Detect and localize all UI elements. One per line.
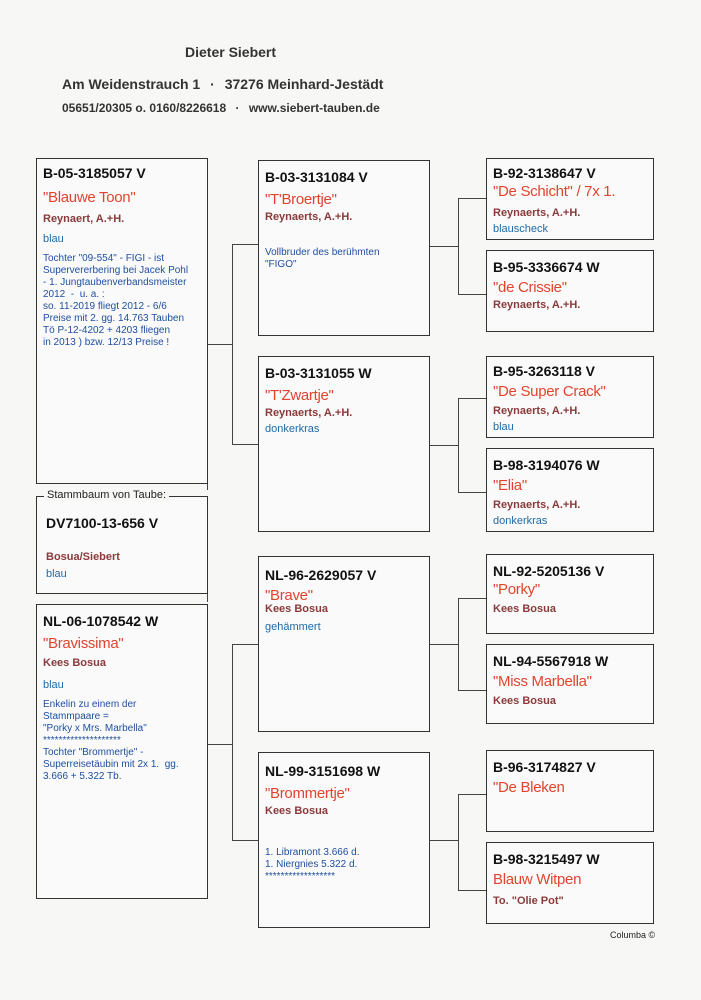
mf-color: gehämmert [265,621,321,633]
mf-father-box [486,554,654,634]
father-box [36,158,208,484]
connector [458,598,459,690]
mfm-ring: NL-94-5567918 W [493,653,609,669]
mff-breeder: Kees Bosua [493,603,556,615]
mm-mother-box [486,842,654,924]
grandfather-paternal-box [258,160,430,336]
owner-name: Dieter Siebert [185,44,277,60]
ffm-name: "de Crissie" [493,279,567,296]
connector [232,244,258,245]
mother-breeder: Kees Bosua [43,657,106,669]
mmm-ring: B-98-3215497 W [493,851,600,867]
connector [430,246,458,247]
fm-name: "T'Zwartje" [265,387,334,404]
fff-name: "De Schicht" / 7x 1. [493,183,616,200]
mfm-breeder: Kees Bosua [493,695,556,707]
connector [207,344,232,345]
grandmother-maternal-box [258,752,430,928]
mff-name: "Porky" [493,581,540,598]
mf-name: "Brave" [265,587,313,604]
address-city: 37276 Meinhard-Jestädt [224,76,384,92]
fmm-breeder: Reynaerts, A.+H. [493,499,581,511]
father-color: blau [43,233,64,245]
mother-note: Enkelin zu einem der Stammpaare = "Porky x Mrs. Marbella" ******************** Tochter "Brommertje" - Superreisetäubin mit 2x 1. gg. 3.666 + 5.322 Tb. [43,699,179,782]
connector [232,840,258,841]
fmm-ring: B-98-3194076 W [493,457,600,473]
fmf-name: "De Super Crack" [493,383,606,400]
fmf-ring: B-95-3263118 V [493,363,595,379]
ff-note: Vollbruder des berühmten "FIGO" [265,247,380,270]
mff-ring: NL-92-5205136 V [493,563,605,579]
address-street: Am Weidenstrauch 1 [62,76,201,92]
fmm-name: "Elia" [493,477,527,494]
fm-ring: B-03-3131055 W [265,365,372,381]
mother-box [36,604,208,899]
connector [458,690,486,691]
connector [458,598,486,599]
mother-ring: NL-06-1078542 W [43,613,159,629]
connector [232,244,233,444]
father-ring: B-05-3185057 V [43,165,146,181]
grandmother-paternal-box [258,356,430,532]
phone: 05651/20305 o. 0160/8226618 [62,101,227,115]
connector [458,890,486,891]
fff-color: blauscheck [493,223,549,235]
fmf-color: blau [493,421,514,433]
connector [458,794,459,890]
pigeon-breeder: Bosua/Siebert [46,551,120,563]
father-breeder: Reynaert, A.+H. [43,213,125,225]
mmf-ring: B-96-3174827 V [493,759,596,775]
mf-breeder: Kees Bosua [265,603,328,615]
mm-note: 1. Libramont 3.666 d. 1. Niergnies 5.322 d. ****************** [265,847,360,882]
connector [458,794,486,795]
pigeon-label: Stammbaum von Taube: [44,489,169,501]
mmf-name: "De Bleken [493,779,565,796]
footer-credit: Columba © [610,930,656,940]
father-note: Tochter "09-554" - FIGI - ist Supervererbering bei Jacek Pohl - 1. Jungtaubenverbandsmeister 2012 - u. a. : so. 11-2019 fliegt 2012 - 6/6 Preise mit 2. gg. 14.763 Tauben Tö P-12-4202 + 4203 fliegen in 2013 ) bzw. 12/13 Preise ! [43,253,189,348]
connector [207,744,232,745]
connector [458,198,459,294]
website: www.siebert-tauben.de [248,101,380,115]
fmf-breeder: Reynaerts, A.+H. [493,405,581,417]
connector [430,644,458,645]
mm-name: "Brommertje" [265,785,350,802]
mf-ring: NL-96-2629057 V [265,567,377,583]
mf-mother-box [486,644,654,724]
fff-ring: B-92-3138647 V [493,165,596,181]
connector [430,445,458,446]
fff-breeder: Reynaerts, A.+H. [493,207,581,219]
fm-breeder: Reynaerts, A.+H. [265,407,353,419]
connector [458,294,486,295]
mmm-breeder: To. "Olie Pot" [493,895,564,907]
mother-name: "Bravissima" [43,635,124,652]
connector [458,398,486,399]
mm-father-box [486,750,654,832]
contact-separator: · [235,101,240,115]
mother-color: blau [43,679,64,691]
address-separator: · [210,76,215,92]
pigeon-ring: DV7100-13-656 V [46,515,159,531]
connector [232,644,233,840]
connector [232,444,258,445]
connector [232,644,258,645]
father-name: "Blauwe Toon" [43,189,136,206]
ff-ring: B-03-3131084 V [265,169,368,185]
fmm-color: donkerkras [493,515,548,527]
ffm-ring: B-95-3336674 W [493,259,600,275]
connector [430,840,458,841]
ff-name: "T'Broertje" [265,191,337,208]
fm-mother-box [486,448,654,532]
ff-father-box [486,158,654,240]
owner-contact [62,101,380,115]
connector [458,492,486,493]
ff-breeder: Reynaerts, A.+H. [265,211,353,223]
mfm-name: "Miss Marbella" [493,673,592,690]
pigeon-color: blau [46,568,67,580]
connector [458,198,486,199]
owner-address [62,76,383,92]
mmm-name: Blauw Witpen [493,871,582,888]
fm-color: donkerkras [265,423,320,435]
ff-mother-box [486,250,654,332]
mm-ring: NL-99-3151698 W [265,763,381,779]
ffm-breeder: Reynaerts, A.+H. [493,299,581,311]
fm-father-box [486,356,654,438]
mm-breeder: Kees Bosua [265,805,328,817]
pigeon-box [36,496,208,594]
connector [458,398,459,492]
grandfather-maternal-box [258,556,430,732]
